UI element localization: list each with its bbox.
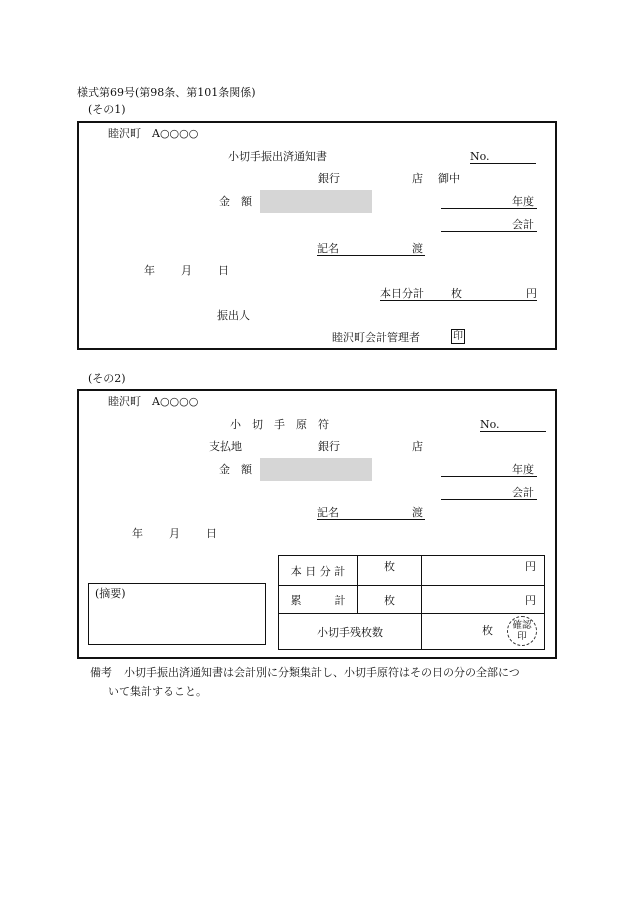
form2-no-label: No.	[480, 418, 500, 431]
form2-no-field	[480, 419, 546, 432]
form2-summary-label: (摘要)	[95, 587, 126, 600]
form2-pay-to: 渡	[412, 506, 423, 519]
form1-fiscal-year-label: 年度	[512, 195, 534, 208]
tally-remaining-label: 小切手残枚数	[279, 614, 422, 650]
tally-row-remaining	[279, 614, 545, 650]
form1-no-label: No.	[470, 150, 490, 163]
tally-row-cumulative	[279, 586, 545, 614]
tally-row-today	[279, 556, 545, 586]
form1-date-year: 年	[144, 264, 155, 277]
form2-account-underline	[441, 499, 537, 500]
form1-date-month: 月	[181, 264, 192, 277]
remarks-line1: 小切手振出済通知書は会計別に分類集計し、小切手原符はその日の分の全部につ	[124, 666, 520, 679]
form1-pay-to: 渡	[412, 242, 423, 255]
form1-no-field	[470, 151, 536, 164]
form1-payee-underline	[317, 255, 425, 256]
form2-title: 小 切 手 原 符	[230, 418, 329, 431]
form1-account-underline	[441, 231, 537, 232]
form1-amount-box	[260, 190, 372, 213]
form1-seal	[451, 329, 465, 344]
form2-date-year: 年	[132, 527, 143, 540]
form1-branch-label: 店	[412, 172, 423, 185]
form1-drawer-label: 振出人	[217, 309, 250, 322]
form-title: 様式第69号(第98条、第101条関係)	[77, 86, 256, 99]
confirm-stamp-line1: 確認	[512, 620, 532, 631]
form1-account-label: 会計	[512, 218, 534, 231]
form2-fiscal-year-label: 年度	[512, 463, 534, 476]
form2-bank-label: 銀行	[318, 440, 340, 453]
form2-year-underline	[441, 476, 537, 477]
form1-today-total: 本日分計	[380, 287, 424, 300]
form1-sheets-unit: 枚	[451, 287, 462, 300]
remarks-line2: いて集計すること。	[108, 685, 207, 698]
form1-total-underline	[380, 300, 537, 301]
form2-tally-table	[278, 555, 545, 650]
tally-cumulative-sheets: 枚	[358, 586, 422, 614]
form1-amount-label: 金 額	[219, 195, 252, 208]
form2-date-month: 月	[169, 527, 180, 540]
form2-branch-label: 店	[412, 440, 423, 453]
form2-date-day: 日	[206, 527, 217, 540]
part1-label: (その1)	[88, 103, 126, 116]
form1-title: 小切手振出済通知書	[228, 150, 327, 163]
tally-cumulative-yen: 円	[422, 586, 545, 614]
form1-recipient-label: 御中	[438, 172, 460, 185]
form1-issuer: 睦沢町 A○○○○	[108, 127, 199, 140]
remarks-label: 備考	[90, 666, 112, 679]
form1-seal-text: 印	[453, 331, 463, 342]
form2-payee-memo: 記名	[317, 506, 339, 519]
form2-account-label: 会計	[512, 486, 534, 499]
tally-remaining-sheets: 枚	[482, 624, 493, 637]
form2-payee-underline	[317, 519, 425, 520]
form1-date-day: 日	[218, 264, 229, 277]
tally-today-label: 本 日 分 計	[279, 556, 358, 586]
form1-payee-memo: 記名	[317, 242, 339, 255]
form1-year-underline	[441, 208, 537, 209]
form2-issuer: 睦沢町 A○○○○	[108, 395, 199, 408]
form2-amount-box	[260, 458, 372, 481]
tally-cumulative-label: 累 計	[279, 586, 358, 614]
form1-bank-label: 銀行	[318, 172, 340, 185]
form1-yen-unit: 円	[526, 287, 537, 300]
form1-treasurer: 睦沢町会計管理者	[332, 331, 420, 344]
tally-today-sheets: 枚	[358, 556, 422, 586]
form2-summary-box	[88, 583, 266, 645]
tally-today-yen: 円	[422, 556, 545, 586]
part2-label: (その2)	[88, 372, 126, 385]
confirm-stamp	[507, 616, 537, 646]
confirm-stamp-line2: 印	[517, 631, 527, 642]
tally-remaining-cell	[422, 614, 545, 650]
form2-payment-place: 支払地	[209, 440, 242, 453]
form2-amount-label: 金 額	[219, 463, 252, 476]
